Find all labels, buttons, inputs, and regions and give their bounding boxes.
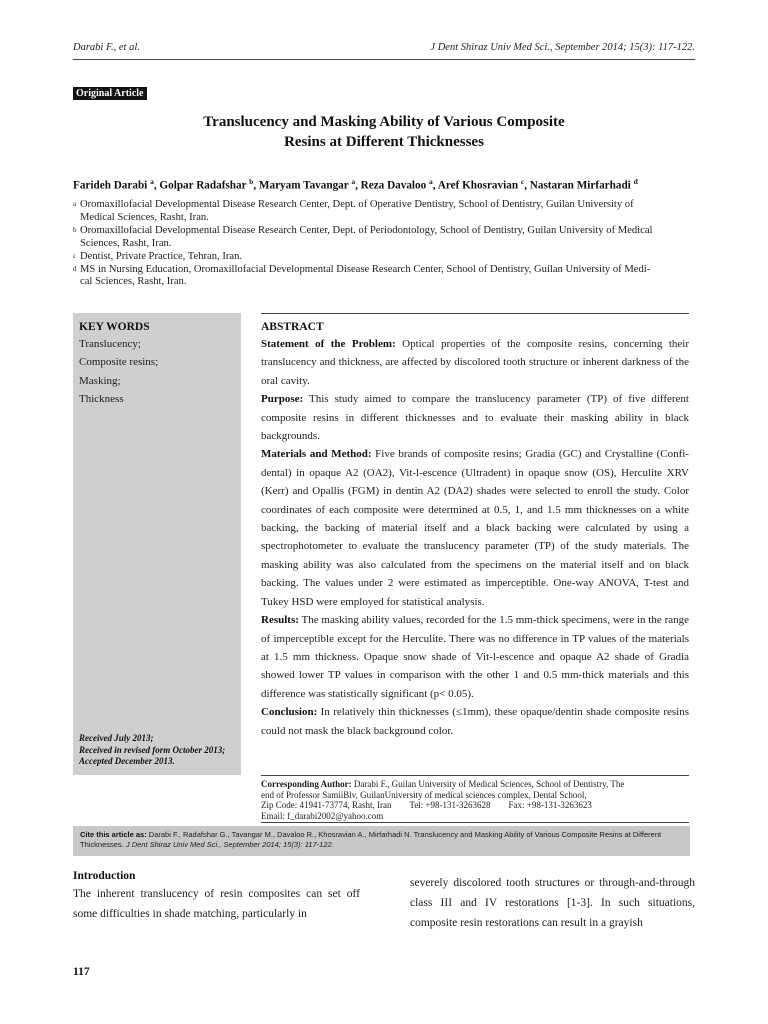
abstract-purpose <box>261 390 689 445</box>
author-affiliation-mark: a <box>351 177 356 186</box>
affiliation-line: cal Sciences, Rasht, Iran. <box>80 276 187 288</box>
abstract-problem <box>261 335 689 390</box>
citation-box <box>73 826 690 856</box>
abstract-section <box>261 313 689 740</box>
abstract-section-label: Results: <box>261 614 299 627</box>
affiliation-line: Medical Sciences, Rasht, Iran. <box>80 211 209 223</box>
affiliation-mark: a <box>73 200 77 208</box>
affiliation-item <box>73 225 695 251</box>
abstract-section-label: Statement of the Problem: <box>261 338 396 350</box>
keyword-item: Translucency; <box>79 338 141 350</box>
running-header-authors: Darabi F., et al. <box>73 42 140 53</box>
abstract-title: ABSTRACT <box>261 321 324 333</box>
author-name: Nastaran Mirfarhadi <box>529 179 631 192</box>
affiliation-mark: c <box>73 251 77 260</box>
author-name: Maryam Tavangar <box>258 179 349 192</box>
keyword-item: Composite resins; <box>79 356 159 369</box>
author-name: Aref Khosravian <box>437 179 519 192</box>
keyword-item: Thickness <box>79 393 124 406</box>
affiliation-item <box>73 199 695 225</box>
abstract-conclusion <box>261 703 689 740</box>
introduction-paragraph: The inherent translucency of resin composites can set off some difficulties in shade matching, particularly in <box>73 888 360 920</box>
affiliation-item <box>73 251 695 264</box>
abstract-results <box>261 611 689 703</box>
corresponding-author-label: Corresponding Author: <box>261 779 352 789</box>
keywords-box <box>73 313 241 775</box>
affiliation-line: Dentist, Private Practice, Tehran, Iran. <box>80 250 243 262</box>
author-affiliation-mark: a <box>150 177 154 186</box>
citation-text: Darabi F., Radafshar G., Tavangar M., Davaloo R., Khosravian A., Mirfarhadi N. Translucency and Masking Ability of Various Composite Resins at Different <box>146 830 662 839</box>
affiliation-list <box>73 199 695 289</box>
corresponding-author-line: end of Professor SamiiBlv, GuilanUniversity of medical sciences complex, Dental School, <box>261 789 587 800</box>
corresponding-author-divider <box>261 822 689 823</box>
corresponding-author-block <box>261 775 689 822</box>
author-affiliation-mark: b <box>249 177 254 186</box>
body-column-left <box>73 868 360 924</box>
corresponding-author-email[interactable]: Email: f_darabi2002@yahoo.com <box>261 811 384 822</box>
affiliation-mark: d <box>73 264 77 273</box>
author-name: Reza Davaloo <box>360 179 427 192</box>
abstract-section-label: Purpose: <box>261 393 304 406</box>
accepted-date: Accepted December 2013. <box>79 755 175 766</box>
abstract-section-label: Materials and Method: <box>261 448 372 461</box>
article-type-label: Original Article <box>73 87 147 100</box>
article-title <box>73 112 695 152</box>
header-divider <box>73 59 695 60</box>
corresponding-author-contact: Zip Code: 41941-73774, Rasht, Iran Tel: +98-131-3263628 Fax: +98-131-3263623 <box>261 800 592 811</box>
citation-label: Cite this article as: <box>80 830 147 839</box>
received-date: Received July 2013; <box>79 733 154 744</box>
affiliation-line: Oromaxillofacial Developmental Disease Research Center, Dept. of Periodontology, School of Dentistry, Guilan University of Medical <box>80 224 653 236</box>
keywords-title: KEY WORDS <box>79 321 150 333</box>
abstract-section-text: Five brands of composite resins; Gradia (GC) and Crystalline (Confi-dental) in opaque A2 (OA2), Vit-l-escence (Ultradent) in opaque snow (OS), Herculite XRV (Kerr) and Opallis (FGM) in dentin A2 (DA2) shades were selected to enroll the study. Color coordinates of each composite were determined at 0.5, 1, and 1.5 mm thicknesses on a white backing, the backing of material itself and a black backing were calculated by using a spectrophotometer to evaluate the translucency parameter (TP) of the study materials. The masking ability was also calculated from the specimens on the material itself and on black backing. The values under 2 were estimated as imperceptible. One-way ANOVA, T-test and Tukey HSD were employed for statistical analysis. <box>261 448 689 608</box>
keyword-item: Masking; <box>79 374 121 387</box>
running-header <box>73 42 695 58</box>
abstract-section-text: In relatively thin thicknesses (≤1mm), these opaque/dentin shade composite resins could not mask the black background color. <box>261 706 689 737</box>
article-title-line-1: Translucency and Masking Ability of Various Composite <box>203 114 565 130</box>
author-list: Farideh Darabi $^a$, Golpar Radafshar $^b$, Maryam Tavangar $^a$, Reza Davaloo $^a$, Aref Khosravian $^c$, Nastaran Mirfarhadi $^d$ <box>73 177 638 192</box>
abstract-section-label: Conclusion: <box>261 706 318 719</box>
author-affiliation-mark: a <box>429 177 433 186</box>
affiliation-mark: b <box>73 225 77 234</box>
abstract-section-text: Optical properties of the composite resins, concerning their translucency and thickness, are affected by discolored tooth structure or inherent darkness of the oral cavity. <box>261 338 690 387</box>
running-header-citation: J Dent Shiraz Univ Med Sci., September 2014; 15(3): 117-122. <box>430 42 695 53</box>
affiliation-line: Oromaxillofacial Developmental Disease Research Center, Dept. of Operative Dentistry, School of Dentistry, Guilan University of <box>80 199 634 210</box>
author-affiliation-mark: d <box>633 177 638 186</box>
author-affiliation-mark: c <box>520 177 525 186</box>
citation-text: Thicknesses. <box>80 839 126 849</box>
revised-date: Received in revised form October 2013; <box>79 744 226 755</box>
citation-journal: J Dent Shiraz Univ Med Sci., September 2014; 15(3): 117-122. <box>125 839 334 849</box>
corresponding-author-line: Darabi F., Guilan University of Medical Sciences, School of Dentistry, The <box>351 779 625 789</box>
received-dates <box>79 733 225 767</box>
introduction-paragraph-continued: severely discolored tooth structures or through-and-through class III and IV restorations [1-3]. In such situations, composite resin restorations can result in a grayish <box>410 877 695 929</box>
introduction-heading: Introduction <box>73 870 136 882</box>
author-name: Golpar Radafshar <box>159 179 247 192</box>
abstract-section-text: The masking ability values, recorded for the 1.5 mm-thick specimens, were in the range of imperceptible except for the Herculite. There was no difference in TP values of the materials at 1.5 mm thickness. Opaque snow shade of Vit-l-escence and opaque A2 shade of Gradia showed lower TP values in comparison with the other 1 and 0.5 mm-thick materials and this difference was statistically significant (p< 0.05). <box>261 614 689 700</box>
page-number: 117 <box>73 966 90 978</box>
article-title-line-2: Resins at Different Thicknesses <box>284 134 484 150</box>
abstract-methods <box>261 445 689 611</box>
abstract-section-text: This study aimed to compare the translucency parameter (TP) of five different composite resins in different thicknesses and to evaluate their masking ability in black backgrounds. <box>261 393 689 443</box>
author-name: Farideh Darabi <box>73 179 148 192</box>
affiliation-line: MS in Nursing Education, Oromaxillofacial Developmental Disease Research Center, School of Dentistry, Guilan University of Medi- <box>80 263 651 275</box>
affiliation-line: Sciences, Rasht, Iran. <box>80 237 172 249</box>
body-column-right <box>410 873 695 933</box>
affiliation-item <box>73 264 695 290</box>
